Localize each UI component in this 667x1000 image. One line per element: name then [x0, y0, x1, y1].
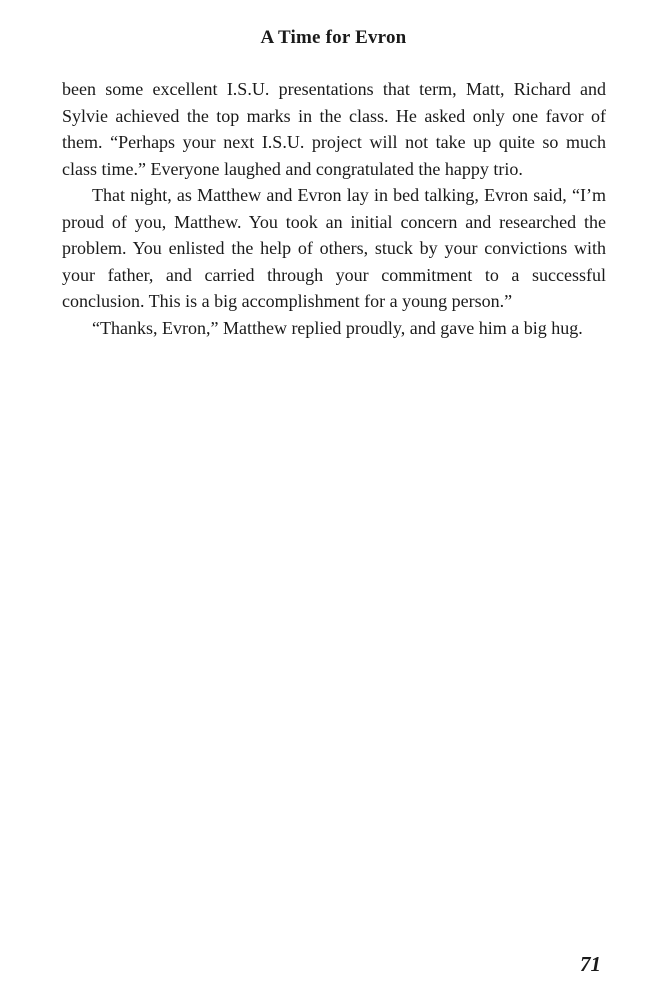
page-number: 71: [580, 952, 601, 976]
paragraph-3: “Thanks, Evron,” Matthew replied proudly, and gave him a big hug.: [92, 317, 583, 338]
paragraph-2: That night, as Matthew and Evron lay in bed talking, Evron said, “I’m proud of you, Matthew. You took an initial concern and researched the problem. You enlisted the help of others, stuck by your convictions with your father, and carried through your commitment to a successful conclusion. This is a big accomplishment for a young person.”: [62, 185, 606, 311]
running-head: A Time for Evron: [260, 27, 407, 48]
paragraph-1: been some excellent I.S.U. presentations that term, Matt, Richard and Sylvie achieved the top marks in the class. He asked only one favor of them. “Perhaps your next I.S.U. project will not take up quite so much class time.” Everyone laughed and congratulated the happy trio.: [62, 79, 606, 179]
body-text: [62, 76, 606, 341]
